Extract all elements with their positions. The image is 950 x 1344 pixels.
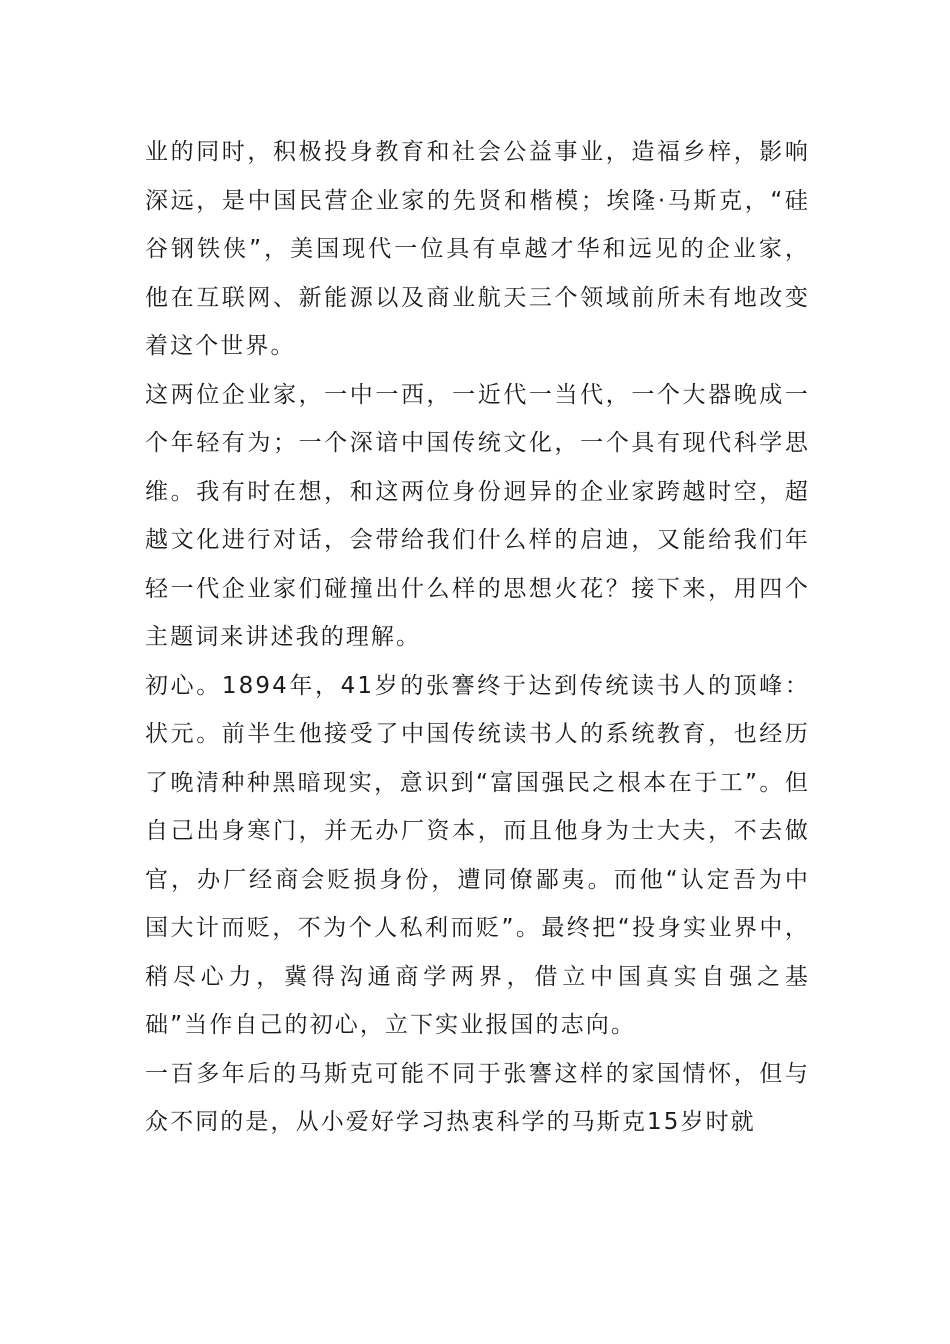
paragraph-3: 初心。1894年，41岁的张謇终于达到传统读书人的顶峰：状元。前半生他接受了中国传统读书人的系统教育，也经历了晚清种种黑暗现实，意识到“富国强民之根本在于工”。但自己出身寒门，并无办厂资本，而且他身为士大夫，不去做官，办厂经商会贬损身份，遭同僚鄙夷。而他“认定吾为中国大计而贬，不为个人私利而贬”。最终把“投身实业界中，稍尽心力，冀得沟通商学两界，借立中国真实自强之基础”当作自己的初心，立下实业报国的志向。 xyxy=(145,672,810,1038)
paragraph-1: 业的同时，积极投身教育和社会公益事业，造福乡梓，影响深远，是中国民营企业家的先贤和楷模；埃隆·马斯克，“硅谷钢铁侠”，美国现代一位具有卓越才华和远见的企业家，他在互联网、新能源以及商业航天三个领域前所未有地改变着这个世界。 xyxy=(145,139,810,359)
paragraph-4: 一百多年后的马斯克可能不同于张謇这样的家国情怀，但与众不同的是，从小爱好学习热衷科学的马斯克15岁时就 xyxy=(145,1060,810,1135)
document-body xyxy=(145,128,810,1147)
paragraph-2: 这两位企业家，一中一西，一近代一当代，一个大器晚成一个年轻有为；一个深谙中国传统文化，一个具有现代科学思维。我有时在想，和这两位身份迥异的企业家跨越时空，超越文化进行对话，会带给我们什么样的启迪，又能给我们年轻一代企业家们碰撞出什么样的思想火花？接下来，用四个主题词来讲述我的理解。 xyxy=(145,381,810,650)
